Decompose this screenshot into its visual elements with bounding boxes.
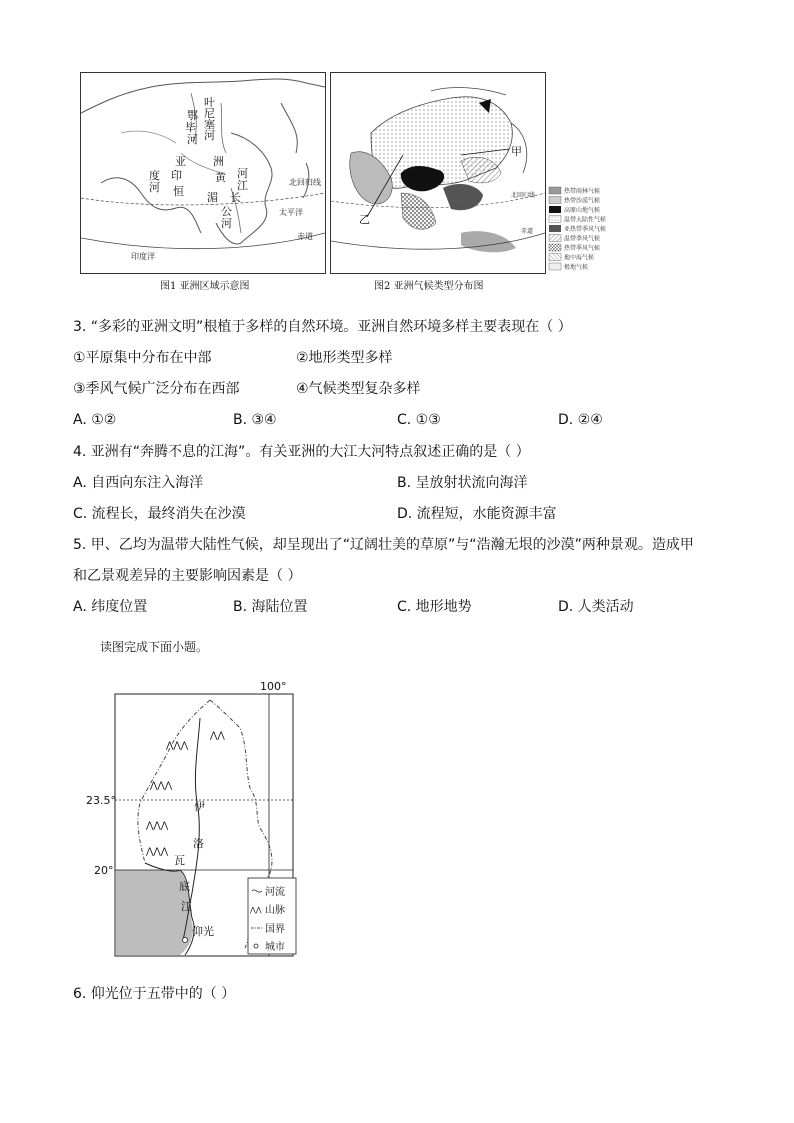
fig3-legend-mountain: 山脉: [265, 905, 285, 916]
question-3-option-c[interactable]: C. ①③: [397, 412, 441, 428]
asia-region-map-drawing: [81, 73, 325, 273]
fig1-label-mei: 湄: [207, 191, 218, 204]
asia-climate-map: [330, 72, 546, 274]
fig3-lat-23-label: 23.5°: [86, 794, 116, 807]
fig1-label-du: 度: [149, 169, 160, 182]
question-5-option-a[interactable]: A. 纬度位置: [73, 599, 148, 615]
asia-climate-map-drawing: [331, 73, 545, 273]
fig2-legend-item: 高原山地气候: [564, 207, 601, 214]
fig2-legend-item: 热带季风气候: [564, 245, 601, 252]
question-4-option-c[interactable]: C. 流程长，最终消失在沙漠: [73, 506, 246, 522]
fig3-river-char-3: 瓦: [174, 854, 185, 867]
yangon-city-marker: [183, 938, 188, 943]
question-3-stem: 3. “多彩的亚洲文明”根植于多样的自然环境。亚洲自然环境多样主要表现在（ ）: [73, 319, 572, 335]
fig1-label-chang: 长: [230, 191, 241, 204]
section-intro: 读图完成下面小题。: [100, 640, 209, 654]
fig3-lat-20-label: 20°: [94, 864, 114, 877]
fig1-label-he3: 河: [149, 181, 160, 194]
fig1-label-sai: 塞: [204, 118, 215, 131]
fig1-label-ye: 叶: [204, 96, 215, 109]
fig1-label-ni: 尼: [204, 107, 215, 120]
question-5-option-b[interactable]: B. 海陆位置: [233, 599, 308, 615]
fig1-label-he5: 河: [221, 217, 232, 230]
question-3-option-b[interactable]: B. ③④: [233, 412, 277, 428]
fig3-river-char-1: 伊: [194, 800, 205, 813]
fig3-legend-river: 河流: [265, 887, 285, 898]
fig2-legend-item: 热带雨林气候: [564, 188, 601, 195]
fig2-legend-item: 极地气候: [564, 264, 589, 271]
fig1-label-he1: 河: [204, 129, 215, 142]
fig3-legend-city: 城市: [265, 942, 285, 953]
fig3-river-char-4: 底: [179, 880, 190, 893]
fig2-jia-label: 甲: [511, 145, 522, 158]
question-4-option-d[interactable]: D. 流程短，水能资源丰富: [397, 506, 557, 522]
fig2-legend-drawing: [548, 186, 618, 272]
question-6-stem: 6. 仰光位于五带中的（ ）: [73, 986, 236, 1002]
mountain-symbol: ⋀⋀⋀: [150, 781, 173, 791]
mountain-symbol: ⋀⋀: [210, 731, 225, 741]
fig2-legend-item: 温带季风气候: [564, 235, 601, 243]
fig3-meridian-label: 100°: [260, 680, 287, 693]
question-3-item-1: ①平原集中分布在中部: [73, 350, 212, 366]
fig3-river-char-5: 江: [181, 900, 192, 913]
fig1-label-e: 鄂: [187, 109, 198, 122]
fig1-label-heng: 恒: [173, 185, 184, 198]
question-5-option-d[interactable]: D. 人类活动: [558, 599, 634, 615]
fig1-label-jiang: 江: [237, 179, 248, 192]
question-5-option-c[interactable]: C. 地形地势: [397, 599, 472, 615]
fig2-legend-item: 温带大陆性气候: [564, 216, 607, 224]
asia-region-map: [80, 72, 326, 274]
fig1-pacific-label: 太平洋: [279, 208, 303, 217]
fig1-label-huang: 黄: [215, 171, 226, 184]
mountain-symbol: ⋀⋀⋀: [146, 847, 169, 857]
fig1-label-ya: 亚: [175, 155, 186, 168]
question-3-item-2: ②地形类型多样: [296, 350, 393, 366]
question-3-item-3: ③季风气候广泛分布在西部: [73, 381, 240, 397]
question-5-stem-line1: 5. 甲、乙均为温带大陆性气候，却呈现出了“辽阔壮美的草原”与“浩瀚无垠的沙漠”两种景观。造成甲: [73, 537, 694, 553]
fig1-label-he2: 河: [187, 133, 198, 146]
fig1-caption: 图1 亚洲区域示意图: [160, 281, 250, 292]
fig3-city-label: 仰光: [192, 925, 214, 938]
fig3-legend-border: 国界: [265, 924, 285, 935]
mountain-legend-symbol: ⋀⋀: [250, 906, 262, 914]
question-4-stem: 4. 亚洲有“奔腾不息的江海”。有关亚洲的大江大河特点叙述正确的是（ ）: [73, 444, 530, 460]
fig2-legend: [548, 186, 618, 272]
fig2-yi-label: 乙: [359, 213, 370, 226]
fig1-label-he4: 河: [237, 167, 248, 180]
question-4-option-b[interactable]: B. 呈放射状流向海洋: [397, 475, 528, 491]
fig1-label-bi: 毕: [185, 121, 196, 134]
fig1-label-yin: 印: [171, 169, 182, 182]
fig2-legend-item: 地中海气候: [564, 254, 595, 262]
mountain-symbol: ⋀⋀⋀: [146, 821, 169, 831]
question-3-option-a[interactable]: A. ①②: [73, 412, 117, 428]
fig2-equator-label: 赤道: [521, 228, 534, 235]
fig1-tropic-label: 北回归线: [289, 178, 321, 187]
fig2-legend-item: 亚热带季风气候: [564, 226, 607, 233]
mountain-symbol: ⋀⋀⋀: [166, 741, 189, 751]
question-5-stem-line2: 和乙景观差异的主要影响因素是（ ）: [73, 568, 302, 584]
myanmar-map-drawing: [80, 678, 300, 962]
fig2-tropic-label: 北回归线: [511, 192, 536, 199]
fig2-legend-item: 热带沙漠气候: [564, 197, 601, 205]
question-4-option-a[interactable]: A. 自西向东注入海洋: [73, 475, 204, 491]
fig1-indian-ocean-label: 印度洋: [131, 252, 155, 261]
fig1-equator-label: 赤道: [297, 232, 313, 241]
fig1-label-gong: 公: [221, 205, 232, 218]
myanmar-map: [80, 678, 300, 962]
question-3-option-d[interactable]: D. ②④: [558, 412, 603, 428]
fig2-caption: 图2 亚洲气候类型分布图: [374, 281, 484, 292]
fig3-river-char-2: 洛: [193, 837, 204, 850]
question-3-item-4: ④气候类型复杂多样: [296, 381, 421, 397]
fig1-label-zhou: 洲: [213, 155, 224, 168]
